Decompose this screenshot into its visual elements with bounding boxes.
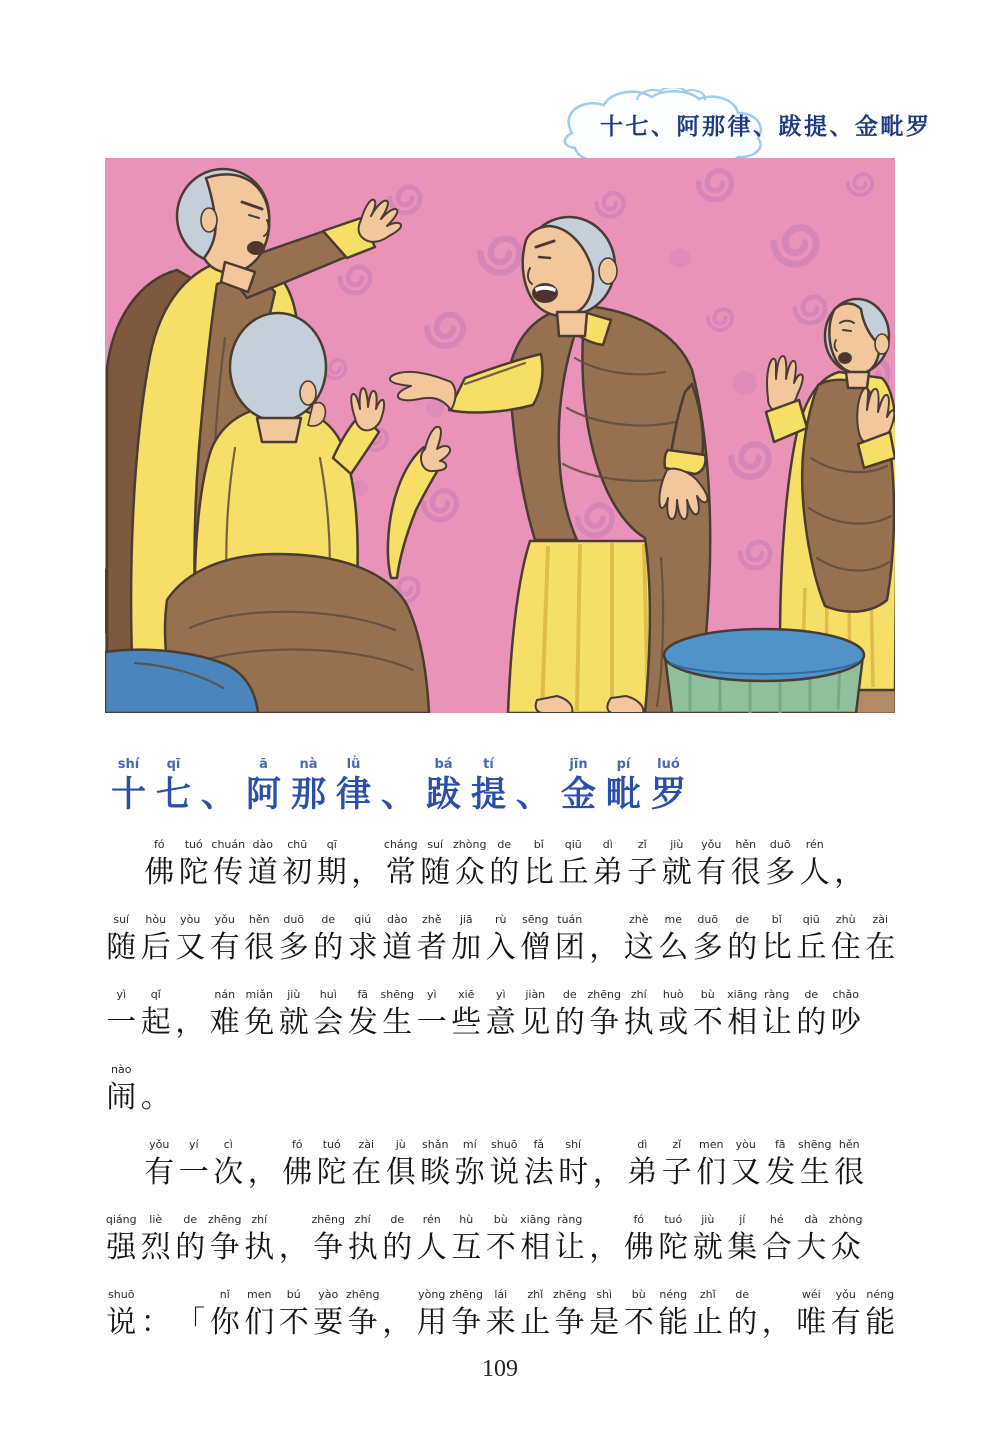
chapter-title — [106, 756, 691, 836]
story-illustration — [105, 158, 895, 713]
text-line-2: suí 随 hòu 后 yòu 又 yǒu 有 hěn 很 duō 多 de 的 qiú 求 dào 道 zhě 者 jiā 加 rù 入 sēng 僧 tuán 团 ， zhè 这 me 么 duō 多 de 的 bǐ 比 qiū 丘 zhù 住 zài 在 — [106, 913, 896, 964]
page-number: 109 — [482, 1356, 518, 1382]
text-line-3: yì 一 qǐ 起 ， nán 难 miǎn 免 jiù 就 huì 会 fā 发 shēng 生 yì 一 xiē 些 yì 意 jiàn 见 de 的 zhēng 争 zhí 执 huò 或 bù 不 xiāng 相 ràng 让 de 的 chǎo 吵 — [106, 988, 861, 1039]
text-line-5: yǒu 有 yí 一 cì 次 ， fó 佛 tuó 陀 zài 在 jù 俱 shǎn 睒 mí 弥 shuō 说 fǎ 法 shí 时 ， dì 弟 zǐ 子 men 们 yòu 又 fā 发 shēng 生 hěn 很 — [144, 1138, 865, 1189]
text-line-6: qiáng 强 liè 烈 de 的 zhēng 争 zhí 执 ， zhēng 争 zhí 执 de 的 rén 人 hù 互 bù 不 xiāng 相 ràng 让 ， fó 佛 tuó 陀 jiù 就 jí 集 hé 合 dà 大 zhòng 众 — [105, 1213, 863, 1264]
text-line-4: nào 闹 。 — [106, 1063, 171, 1114]
chapter-header-title: 十七、阿那律、跋提、金毗罗 — [600, 114, 932, 139]
chapter-title-text: shí 十 qī 七 、 ā 阿 nà 那 lǜ 律 、 bá 跋 tí 提 、 jīn 金 pí 毗 luó 罗 — [110, 757, 686, 814]
text-line-1: fó 佛 tuó 陀 chuán 传 dào 道 chū 初 qī 期 ， cháng 常 suí 随 zhòng 众 de 的 bǐ 比 qiū 丘 dì 弟 zǐ 子 jiù 就 yǒu 有 hěn 很 duō 多 rén 人 ， — [144, 838, 865, 889]
story-text — [104, 838, 964, 1363]
chapter-header — [548, 90, 932, 158]
text-line-7: shuō 说 ： 「 nǐ 你 men 们 bú 不 yào 要 zhēng 争 ， yòng 用 zhēng 争 lái 来 zhǐ 止 zhēng 争 shì 是 bù 不 néng 能 zhǐ 止 de 的 ， wéi 唯 yǒu 有 néng 能 — [106, 1288, 896, 1339]
monk-seated-head — [230, 313, 326, 421]
stool — [664, 629, 864, 713]
